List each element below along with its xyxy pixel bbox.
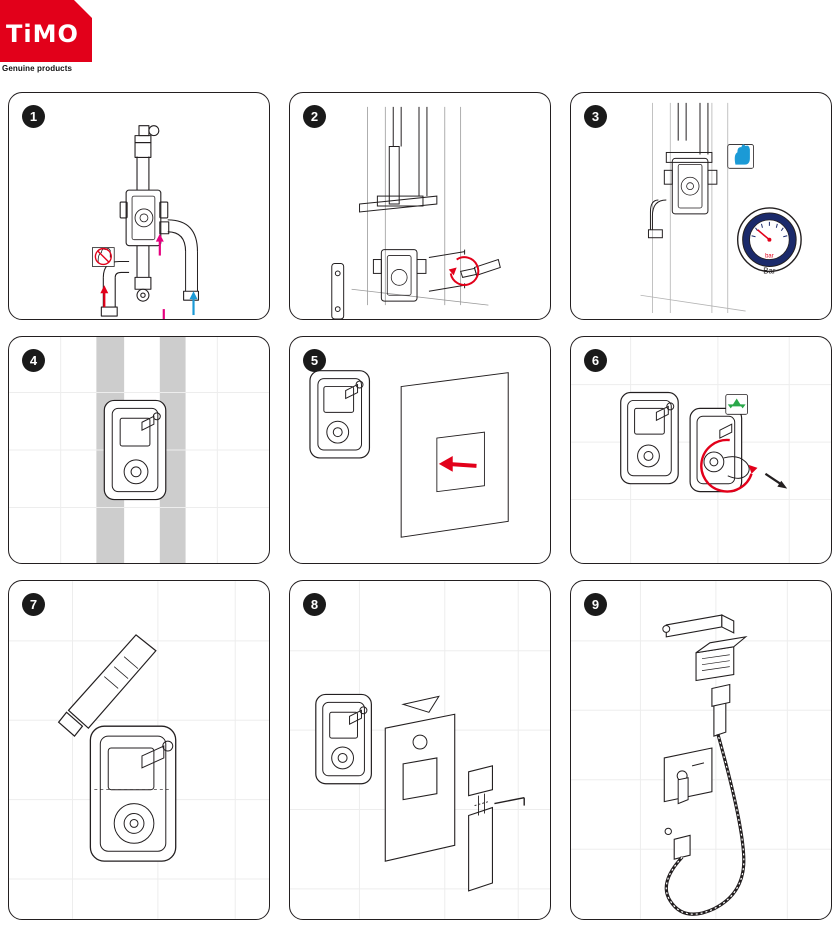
panel-step-2 — [289, 92, 551, 320]
step-badge-3: 3 — [584, 105, 607, 128]
brand-name: TiMO — [6, 20, 79, 48]
step-badge-8: 8 — [303, 593, 326, 616]
panel-step-4 — [8, 336, 270, 564]
brand-tagline: Genuine products — [2, 64, 73, 73]
svg-text:bar: bar — [765, 253, 774, 260]
step-illustration-9 — [571, 581, 831, 919]
step-illustration-2 — [290, 93, 550, 319]
step-badge-2: 2 — [303, 105, 326, 128]
step-illustration-5 — [290, 337, 550, 563]
panel-step-9 — [570, 580, 832, 920]
no-hand-icon — [92, 248, 114, 267]
recycle-icon — [726, 394, 748, 414]
step-illustration-8 — [290, 581, 550, 919]
step-badge-1: 1 — [22, 105, 45, 128]
step-illustration-6 — [571, 337, 831, 563]
panel-step-5 — [289, 336, 551, 564]
brand-mark — [0, 0, 92, 62]
brand-logo — [0, 0, 92, 80]
step-badge-9: 9 — [584, 593, 607, 616]
panel-step-6 — [570, 336, 832, 564]
pressure-gauge-icon — [738, 208, 801, 275]
panel-step-8 — [289, 580, 551, 920]
hand-open-icon — [728, 145, 754, 169]
step-badge-7: 7 — [22, 593, 45, 616]
step-illustration-1 — [9, 93, 269, 319]
step-badge-4: 4 — [22, 349, 45, 372]
step-badge-6: 6 — [584, 349, 607, 372]
step-badge-5: 5 — [303, 349, 326, 372]
panel-step-3 — [570, 92, 832, 320]
panel-step-7 — [8, 580, 270, 920]
step-illustration-3 — [571, 93, 831, 319]
steps-grid — [8, 92, 832, 920]
step-illustration-7 — [9, 581, 269, 919]
step-illustration-4 — [9, 337, 269, 563]
gauge-unit-label: Bar — [763, 266, 776, 276]
brand-notch — [73, 0, 92, 19]
panel-step-1 — [8, 92, 270, 320]
